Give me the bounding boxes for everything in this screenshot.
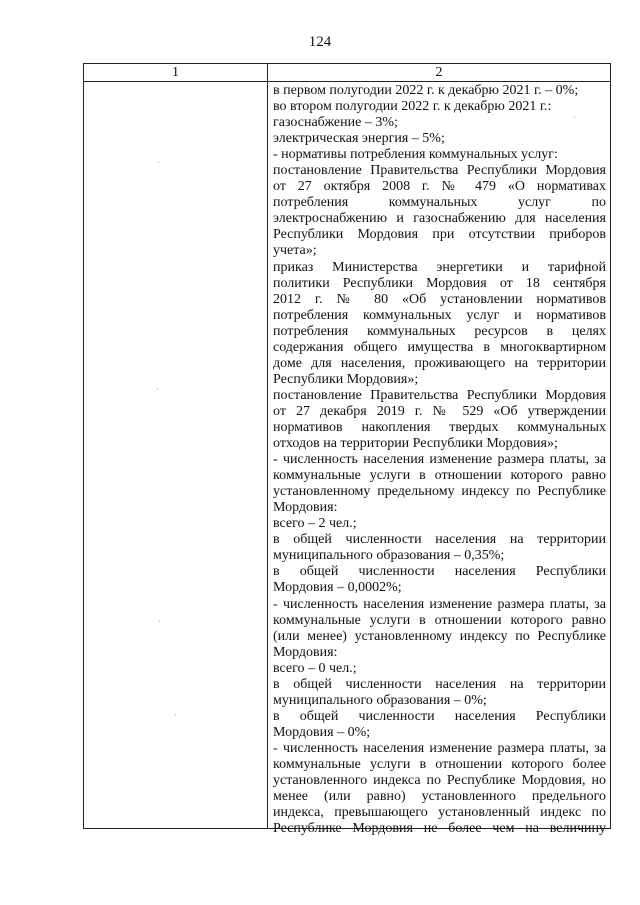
column-2-text bbox=[273, 83, 606, 837]
text-line: - численность населения изменение размера платы, за bbox=[273, 740, 606, 756]
text-line: установленного индекса по Республике Мордовия, но bbox=[273, 773, 606, 789]
text-line: в общей численности населения Республики bbox=[273, 564, 606, 580]
text-line: содержания общего имущества в многоквартирном bbox=[273, 339, 606, 355]
text-line: от 27 октября 2008 г. № 479 «О нормативах bbox=[273, 179, 606, 195]
text-line: электрическая энергия – 5%; bbox=[273, 131, 445, 147]
text-line: нормативов накопления твердых коммунальных bbox=[273, 419, 606, 435]
text-line: Мордовия – 0,0002%; bbox=[273, 580, 402, 596]
scan-speck: · bbox=[174, 711, 177, 720]
text-line: установленному предельному индексу по Республике bbox=[273, 484, 606, 500]
text-line: потребления коммунальных услуг по bbox=[273, 195, 606, 211]
table-row bbox=[84, 82, 611, 829]
text-line: политики Республики Мордовия от 18 сентября bbox=[273, 275, 606, 291]
text-line: коммунальные услуги в отношении которого равно bbox=[273, 612, 606, 628]
text-line: всего – 0 чел.; bbox=[273, 660, 357, 676]
text-line: в первом полугодии 2022 г. к декабрю 2021 г. – 0%; bbox=[273, 83, 579, 98]
text-line: (или менее) установленному индексу по Республике bbox=[273, 628, 606, 644]
text-line: - численность населения изменение размера платы, за bbox=[273, 596, 606, 612]
text-line: учета»; bbox=[273, 243, 317, 259]
text-line: потребления коммунальных ресурсов в целях bbox=[273, 323, 606, 339]
text-line: муниципального образования – 0%; bbox=[273, 692, 487, 708]
text-line: отходов на территории Республики Мордовия»; bbox=[273, 436, 558, 452]
text-line: постановление Правительства Республики Мордовия bbox=[273, 387, 606, 403]
text-line: постановление Правительства Республики Мордовия bbox=[273, 163, 606, 179]
text-line: в общей численности населения на территории bbox=[273, 676, 606, 692]
column-1-header: 1 bbox=[84, 64, 268, 82]
document-table bbox=[83, 63, 611, 837]
scan-speck: · bbox=[156, 385, 159, 394]
text-line: - нормативы потребления коммунальных услуг: bbox=[273, 147, 558, 163]
text-line: коммунальные услуги в отношении которого более bbox=[273, 756, 606, 772]
text-line: газоснабжение – 3%; bbox=[273, 115, 398, 131]
text-line: Мордовия: bbox=[273, 644, 338, 660]
text-line: муниципального образования – 0,35%; bbox=[273, 548, 505, 564]
scan-speck: · bbox=[157, 158, 160, 167]
text-line: Республики Мордовия»; bbox=[273, 371, 419, 387]
text-line: Республики Мордовия при отсутствии приборов bbox=[273, 227, 606, 243]
text-line: электроснабжению и газоснабжению для населения bbox=[273, 211, 606, 227]
text-line: индекса, превышающего установленный индекс по bbox=[273, 805, 606, 821]
page-number: 124 bbox=[308, 34, 332, 50]
text-line: приказ Министерства энергетики и тарифной bbox=[273, 259, 606, 275]
text-line: Мордовия – 0%; bbox=[273, 724, 371, 740]
text-line: всего – 2 чел.; bbox=[273, 516, 357, 532]
scan-speck: · bbox=[573, 113, 576, 122]
text-line: Республике Мордовия не более чем на величину bbox=[273, 821, 606, 837]
text-line: во втором полугодии 2022 г. к декабрю 2021 г.: bbox=[273, 99, 552, 115]
text-line: 2012 г. № 80 «Об установлении нормативов bbox=[273, 291, 606, 307]
text-line: коммунальные услуги в отношении которого равно bbox=[273, 468, 606, 484]
column-2-header: 2 bbox=[268, 64, 611, 82]
text-line: в общей численности населения Республики bbox=[273, 708, 606, 724]
text-line: менее (или равно) установленного предельного bbox=[273, 789, 606, 805]
text-line: доме для населения, проживающего на территории bbox=[273, 355, 606, 371]
text-line: от 27 декабря 2019 г. № 529 «Об утверждении bbox=[273, 403, 606, 419]
table-header-row bbox=[84, 64, 611, 82]
text-line: Мордовия: bbox=[273, 500, 338, 516]
text-line: - численность населения изменение размера платы, за bbox=[273, 452, 606, 468]
column-2-cell bbox=[268, 82, 611, 837]
text-line: потребления коммунальных услуг и нормативов bbox=[273, 307, 606, 323]
text-line: в общей численности населения на территории bbox=[273, 532, 606, 548]
scan-speck: · bbox=[158, 617, 161, 626]
